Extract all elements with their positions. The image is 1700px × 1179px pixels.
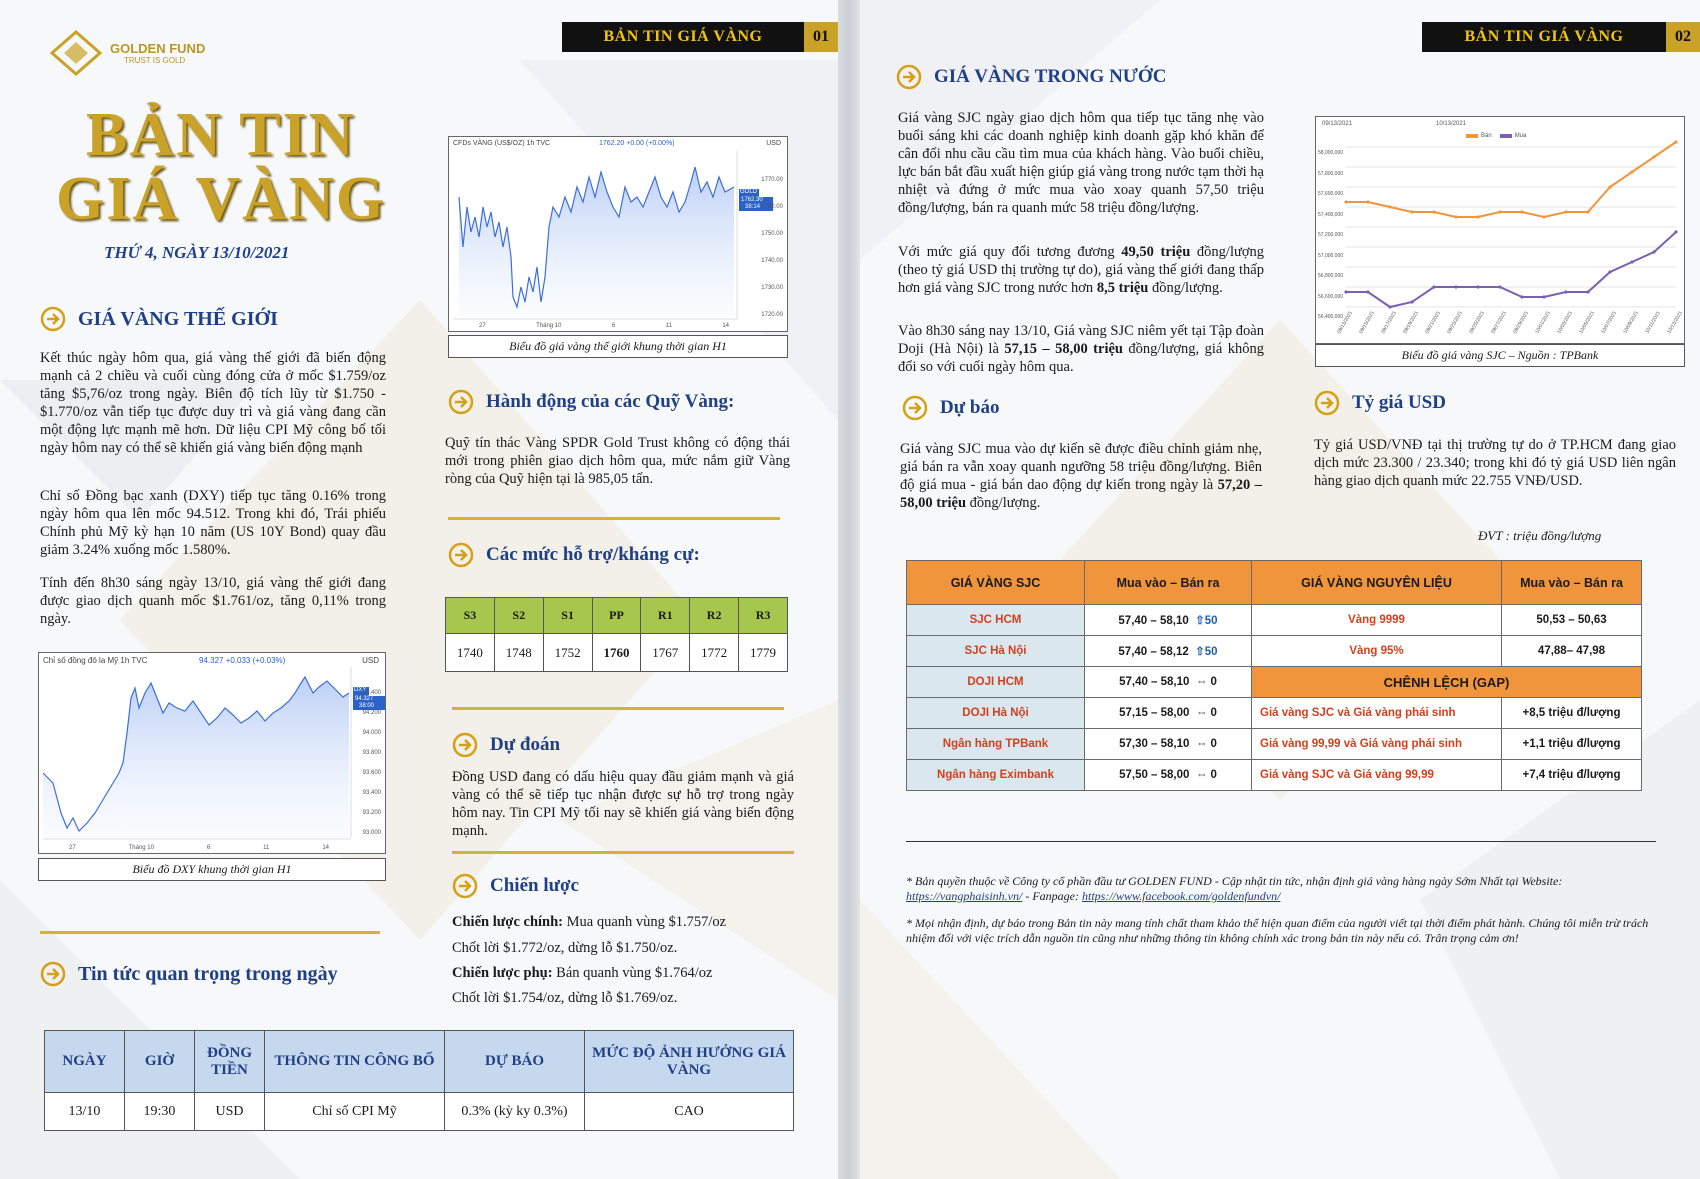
domestic-paragraph-3 (898, 322, 1264, 376)
x-tick-label: 09/15/2021 (1358, 310, 1376, 335)
level-value: 1772 (690, 634, 739, 672)
y-axis-ticks (761, 167, 783, 329)
price-change: 0 (1210, 707, 1217, 719)
axis-tick: Tháng 10 (128, 845, 154, 851)
strategy-sub-stop: Chốt lời $1.754/oz, dừng lỗ $1.769/oz. (452, 990, 678, 1006)
data-point (1366, 290, 1369, 293)
x-tick-label: 09/13/2021 (1336, 310, 1354, 335)
gap-value: +1,1 triệu đ/lượng (1502, 729, 1642, 760)
divider (448, 517, 780, 520)
axis-tick: 6 (611, 323, 616, 329)
axis-tick: 93.200 (362, 810, 381, 816)
level-label: R2 (690, 598, 739, 634)
axis-tick: 1770.00 (761, 177, 783, 183)
price-range: 57,40 – 58,10 (1119, 676, 1190, 688)
text-bold: 57,20 – 58,00 triệu (900, 477, 1262, 511)
x-axis-ticks (479, 323, 729, 329)
table-row (907, 760, 1642, 791)
section-title: Tỷ giá USD (1352, 392, 1446, 413)
level-value: 1779 (739, 634, 788, 672)
dxy-chart-caption: Biểu đồ DXY khung thời gian H1 (38, 858, 386, 881)
flat-arrow-icon: ⇔ (1195, 707, 1208, 719)
data-point (1674, 140, 1677, 143)
x-tick-label: 09/21/2021 (1424, 310, 1442, 335)
series-line-buy (1346, 232, 1676, 307)
axis-tick: 94.200 (362, 710, 381, 716)
text-run: đồng/lượng (theo tỷ giá USD thị trường tự do), giá vàng thế giới đang thấp hơn giá vàng SJC trong nước hơn (898, 244, 1264, 296)
data-point (1388, 305, 1391, 308)
table-header-row (907, 561, 1642, 605)
fanpage-link[interactable]: https://www.facebook.com/goldenfundvn/ (1081, 889, 1281, 903)
section-news (40, 961, 338, 987)
footer-copyright (906, 874, 1656, 904)
chart-currency: USD (362, 656, 379, 665)
page-header (1422, 22, 1700, 52)
level-label: S2 (494, 598, 543, 634)
data-point (1520, 210, 1523, 213)
axis-tick: 27 (69, 845, 76, 851)
data-point (1432, 210, 1435, 213)
data-point (1564, 290, 1567, 293)
arrow-circle-icon (1314, 390, 1340, 416)
raw-name: Vàng 9999 (1252, 605, 1502, 636)
cell-time: 19:30 (125, 1093, 195, 1131)
gap-value: +8,5 triệu đ/lượng (1502, 698, 1642, 729)
chart-quote: 94.327 +0.033 (+0.03%) (199, 656, 286, 665)
strategy-sub-text: Bán quanh vùng $1.764/oz (552, 965, 713, 981)
cell-impact: CAO (585, 1093, 794, 1131)
dealer-name: Ngân hàng TPBank (907, 729, 1085, 760)
price-change: 0 (1210, 676, 1217, 688)
level-value: 1748 (494, 634, 543, 672)
gap-title: CHÊNH LỆCH (GAP) (1252, 667, 1642, 698)
axis-tick: 93.600 (362, 770, 381, 776)
axis-tick: 1760.00 (761, 204, 783, 210)
price-range: 57,40 – 58,10 (1118, 615, 1189, 627)
x-tick-label: 10/11/2021 (1644, 310, 1662, 335)
raw-name: Vàng 95% (1252, 636, 1502, 667)
dealer-price (1085, 760, 1252, 791)
text-run: Giá vàng SJC mua vào dự kiến sẽ được điều chỉnh giảm nhẹ, giá bán ra vẫn xoay quanh ngưỡng 58 triệu đồng/lượng. Biên độ giá mua - giá bán dao động dự kiến trong ngày là (900, 441, 1262, 493)
strategy-main-label: Chiến lược chính: (452, 914, 563, 930)
data-point (1454, 285, 1457, 288)
section-world-gold (40, 306, 278, 332)
x-tick-label: 09/25/2021 (1468, 310, 1486, 335)
data-point (1476, 285, 1479, 288)
forecast-text: Đồng USD đang có dấu hiệu quay đầu giảm mạnh và giá vàng có thể sẽ tiếp tục nhận được sự hỗ trợ trong ngày hôm nay. Tin CPI Mỹ tối nay sẽ khiến giá vàng biến động mạnh. (452, 769, 794, 839)
data-point (1366, 200, 1369, 203)
price-range: 57,40 – 58,12 (1118, 646, 1189, 658)
page-header (562, 22, 838, 52)
text-run: đồng/lượng. (966, 495, 1041, 511)
chart-header: CFDs VÀNG (US$/OZ) 1h TVC (453, 140, 551, 147)
price-tag: DXY (354, 687, 367, 693)
col-info: THÔNG TIN CÔNG BỐ (265, 1031, 445, 1093)
price-range: 57,30 – 58,10 (1119, 738, 1190, 750)
flat-arrow-icon: ⇔ (1195, 676, 1208, 688)
section-predict (902, 395, 999, 421)
chart-header: Chỉ số đồng đô la Mỹ 1h TVC (43, 656, 148, 665)
col-impact: MỨC ĐỘ ẢNH HƯỞNG GIÁ VÀNG (585, 1031, 794, 1093)
masthead-line2: GIÁ VÀNG (56, 165, 387, 233)
flat-arrow-icon: ⇔ (1195, 769, 1208, 781)
arrow-circle-icon (452, 873, 478, 899)
dealer-name: DOJI HCM (907, 667, 1085, 698)
axis-tick: 56,600,000 (1318, 293, 1344, 300)
section-usd (1314, 390, 1446, 416)
price-tag-value: 94.327 (355, 696, 374, 702)
col-date: NGÀY (45, 1031, 125, 1093)
news-table (44, 1030, 794, 1131)
data-point (1410, 210, 1413, 213)
col-currency: ĐỒNG TIỀN (195, 1031, 265, 1093)
level-value: 1740 (446, 634, 495, 672)
price-change: 50 (1204, 615, 1218, 627)
domestic-paragraph-2 (898, 243, 1264, 297)
axis-tick: 1730.00 (761, 285, 783, 291)
section-forecast (452, 732, 560, 758)
funds-text: Quỹ tín thác Vàng SPDR Gold Trust không có động thái mới trong phiên giao dịch hôm qua, mức nắm giữ Vàng ròng của Quỹ hiện tại là 985,05 tấn. (445, 435, 790, 487)
price-tag-time: 38:14 (745, 204, 761, 210)
data-point (1564, 210, 1567, 213)
world-paragraph-3: Tính đến 8h30 sáng ngày 13/10, giá vàng thế giới đang được giao dịch quanh mốc $1.761/oz, tăng 0,11% trong ngày. (40, 575, 386, 627)
section-strategy (452, 873, 579, 899)
data-point (1652, 155, 1655, 158)
header-title: BẢN TIN GIÁ VÀNG (603, 28, 763, 45)
gap-name: Giá vàng SJC và Giá vàng phái sinh (1252, 698, 1502, 729)
x-tick-label: 09/29/2021 (1512, 310, 1530, 335)
col-raw-price: Mua vào – Bán ra (1502, 561, 1642, 605)
golden-fund-logo-icon (50, 30, 102, 76)
world-paragraph-2: Chỉ số Đồng bạc xanh (DXY) tiếp tục tăng 0.16% trong ngày hôm qua lên mốc 94.512. Trong khi đó, Trái phiếu Chính phủ Mỹ kỳ hạn 10 năm (US 10Y Bond) quay đầu giảm 3.24% xuống mốc 1.580%. (40, 488, 386, 558)
logo-name: GOLDEN FUND (110, 41, 206, 56)
axis-tick: 93.800 (362, 750, 381, 756)
section-title: GIÁ VÀNG THẾ GIỚI (78, 307, 278, 330)
level-value: 1752 (543, 634, 592, 672)
level-label: R1 (641, 598, 690, 634)
text-run: - Fanpage: (1022, 889, 1082, 903)
raw-price: 50,53 – 50,63 (1502, 605, 1642, 636)
x-tick-label: 09/17/2021 (1380, 310, 1398, 335)
gap-name: Giá vàng 99,99 và Giá vàng phái sinh (1252, 729, 1502, 760)
col-sjc: GIÁ VÀNG SJC (907, 561, 1085, 605)
usd-text: Tỷ giá USD/VNĐ tại thị trường tự do ở TP.HCM đang giao dịch mức 23.300 / 23.340; trong khi đó tỷ giá USD liên ngân hàng giao dịch quanh mức 22.755 VNĐ/USD. (1314, 437, 1676, 489)
section-title: Dự báo (940, 397, 1000, 418)
gold-price-table (906, 560, 1642, 791)
data-point (1674, 230, 1677, 233)
table-row (907, 605, 1642, 636)
dealer-name: SJC HCM (907, 605, 1085, 636)
data-point (1608, 270, 1611, 273)
dealer-price (1085, 636, 1252, 667)
dxy-chart (38, 652, 386, 854)
level-label: PP (592, 598, 641, 634)
masthead-line1: BẢN TIN (86, 101, 356, 169)
x-tick-label: 10/13/2021 (1666, 310, 1684, 335)
data-point (1388, 205, 1391, 208)
text-run: đồng/lượng, giá không đổi so với cuối ngày hôm qua. (898, 341, 1264, 375)
data-point (1630, 260, 1633, 263)
axis-tick: Tháng 10 (536, 323, 562, 329)
cell-forecast: 0.3% (kỳ ky 0.3%) (445, 1093, 585, 1131)
section-levels (448, 542, 700, 568)
legend-sell-label: Bán (1481, 133, 1492, 139)
price-change: 0 (1210, 769, 1217, 781)
x-tick-label: 10/07/2021 (1600, 310, 1618, 335)
data-point (1498, 285, 1501, 288)
section-funds (448, 389, 734, 415)
issue-date: THỨ 4, NGÀY 13/10/2021 (104, 243, 290, 262)
data-point (1586, 290, 1589, 293)
levels-value-row (446, 634, 788, 672)
data-point (1542, 215, 1545, 218)
section-title: GIÁ VÀNG TRONG NƯỚC (934, 66, 1167, 87)
col-forecast: DỰ BÁO (445, 1031, 585, 1093)
page-number: 01 (804, 22, 838, 52)
strategy-sub (452, 965, 712, 982)
level-value: 1767 (641, 634, 690, 672)
series-line-sell (1346, 142, 1676, 217)
axis-tick: 93.000 (362, 830, 381, 836)
x-axis-ticks (69, 845, 329, 851)
raw-price: 47,88– 47,98 (1502, 636, 1642, 667)
col-raw: GIÁ VÀNG NGUYÊN LIỆU (1252, 561, 1502, 605)
gap-value: +7,4 triệu đ/lượng (1502, 760, 1642, 791)
page-number: 02 (1666, 22, 1700, 52)
cell-date: 13/10 (45, 1093, 125, 1131)
dealer-price (1085, 729, 1252, 760)
arrow-circle-icon (40, 961, 66, 987)
axis-tick: 56,800,000 (1318, 273, 1344, 279)
predict-text (900, 440, 1262, 512)
x-tick-label: 09/19/2021 (1402, 310, 1420, 335)
x-tick-label: 10/05/2021 (1578, 310, 1596, 335)
axis-tick: 11 (263, 845, 270, 851)
table-header-row (45, 1031, 794, 1093)
logo-tagline: TRUST IS GOLD (124, 56, 186, 65)
x-tick-label: 09/23/2021 (1446, 310, 1464, 335)
axis-tick: 1720.00 (761, 312, 783, 318)
legend-buy-label: Mua (1514, 133, 1527, 139)
x-tick-label: 10/09/2021 (1622, 310, 1640, 335)
arrow-circle-icon (40, 306, 66, 332)
level-label: R3 (739, 598, 788, 634)
arrow-circle-icon (448, 542, 474, 568)
axis-tick: 57,600,000 (1318, 191, 1344, 197)
axis-tick: 27 (479, 323, 486, 329)
price-tag: GOLD (740, 189, 758, 195)
data-point (1608, 185, 1611, 188)
data-point (1520, 295, 1523, 298)
cell-currency: USD (195, 1093, 265, 1131)
data-point (1498, 210, 1501, 213)
strategy-main (452, 914, 726, 931)
domestic-paragraph-1: Giá vàng SJC ngày giao dịch hôm qua tiếp tục tăng nhẹ vào buổi sáng khi các doanh nghiệp kinh doanh gặp khó khăn để cân đối nhu cầu cầu tìm mua của khách hàng. Vào buổi chiều, lực bán bắt đầu xuất hiện giúp giá vàng trong nước tạm thời hạ nhiệt và đứng ở mức mua vào xoay quanh 57,50 triệu đồng/lượng, bán ra quanh mức 58 triệu đồng/lượng. (898, 110, 1264, 216)
footer-rule (906, 841, 1656, 842)
axis-tick: 14 (722, 323, 729, 329)
axis-tick: 57,800,000 (1318, 170, 1344, 177)
chart-date-from: 09/13/2021 (1322, 121, 1353, 127)
sjc-chart (1315, 116, 1685, 344)
text-run: Vào 8h30 sáng nay 13/10, Giá vàng SJC niêm yết tại Tập đoàn Doji (Hà Nội) là (898, 323, 1264, 357)
section-domestic (896, 64, 1166, 90)
axis-tick: 93.400 (362, 790, 381, 796)
gap-name: Giá vàng SJC và Giá vàng 99,99 (1252, 760, 1502, 791)
section-title: Chiến lược (490, 875, 579, 896)
divider (452, 851, 794, 854)
page-2 (860, 0, 1700, 1179)
table-row (907, 636, 1642, 667)
axis-tick: 57,200,000 (1318, 232, 1344, 238)
data-point (1630, 170, 1633, 173)
cell-info: Chỉ số CPI Mỹ (265, 1093, 445, 1131)
axis-tick: 1750.00 (761, 231, 783, 237)
text-bold: 57,15 – 58,00 triệu (1004, 341, 1123, 357)
website-link[interactable]: https://vangphaisinh.vn/ (906, 889, 1023, 903)
data-point (1344, 200, 1347, 203)
footer-disclaimer: * Mọi nhận định, dự báo trong Bản tin này mang tính chất tham khảo thể hiện quan điểm của người viết tại thời điểm phát hành. Chúng tôi miễn trừ trách nhiệm đối với việc trích dẫn nguồn tin cũng như những thông tin không chính xác trong bản tin này nếu có. Trân trọng cảm ơn! (906, 916, 1649, 945)
unit-note: ĐVT : triệu đồng/lượng (1478, 528, 1602, 543)
data-point (1586, 210, 1589, 213)
section-title: Hành động của các Quỹ Vàng: (486, 391, 735, 412)
section-title: Các mức hỗ trợ/kháng cự: (486, 544, 700, 565)
axis-tick: 14 (322, 845, 329, 851)
table-row (907, 667, 1642, 698)
gold-chart-caption: Biểu đồ giá vàng thế giới khung thời gian H1 (448, 335, 788, 358)
table-row (907, 729, 1642, 760)
level-value: 1760 (592, 634, 641, 672)
x-tick-label: 09/27/2021 (1490, 310, 1508, 335)
page-gutter (838, 0, 860, 1179)
x-tick-label: 10/01/2021 (1534, 310, 1552, 335)
dealer-name: Ngân hàng Eximbank (907, 760, 1085, 791)
price-tag-time: 38:00 (359, 703, 375, 709)
axis-tick: 57,000,000 (1318, 252, 1344, 259)
axis-tick: 6 (206, 845, 211, 851)
arrow-circle-icon (902, 395, 928, 421)
price-tag-value: 1762.30 (741, 197, 763, 203)
levels-table (445, 597, 788, 672)
text-run: Với mức giá quy đổi tương đương (898, 244, 1122, 260)
axis-tick: 94.000 (362, 730, 381, 736)
price-range: 57,15 – 58,00 (1119, 707, 1190, 719)
data-point (1542, 295, 1545, 298)
levels-header-row (446, 598, 788, 634)
data-point (1476, 215, 1479, 218)
chart-date-to: 10/13/2021 (1436, 121, 1467, 127)
sjc-chart-plot (1316, 117, 1686, 345)
axis-tick: 1740.00 (761, 258, 783, 264)
chart-quote: 1762.20 +0.00 (+0.00%) (599, 140, 675, 147)
level-label: S3 (446, 598, 495, 634)
chart-currency: USD (766, 140, 781, 147)
axis-tick: 57,400,000 (1318, 211, 1344, 218)
arrow-circle-icon (448, 389, 474, 415)
dealer-price (1085, 667, 1252, 698)
axis-tick: 58,000,000 (1318, 150, 1344, 156)
gold-chart (448, 136, 788, 332)
header-title: BẢN TIN GIÁ VÀNG (1464, 28, 1624, 45)
up-arrow-icon: ⇧ (1195, 646, 1205, 658)
table-row (907, 698, 1642, 729)
col-sjc-price: Mua vào – Bán ra (1085, 561, 1252, 605)
up-arrow-icon: ⇧ (1195, 615, 1205, 627)
section-title: Tin tức quan trọng trong ngày (78, 962, 338, 985)
level-label: S1 (543, 598, 592, 634)
price-change: 50 (1204, 646, 1218, 658)
divider (452, 707, 784, 710)
gold-chart-plot (449, 137, 789, 333)
text-bold: 49,50 triệu (1121, 244, 1191, 260)
strategy-sub-label: Chiến lược phụ: (452, 965, 553, 981)
world-paragraph-1: Kết thúc ngày hôm qua, giá vàng thế giới đã biến động mạnh cả 2 chiều và cuối cùng đóng cửa ở mốc $1.759/oz tăng $5,76/oz trong ngày. Biên độ tích lũy từ $1.750 - $1.770/oz vẫn tiếp tục được duy trì và giá vàng đang cần một động lực mạnh mẽ hơn. Dữ liệu CPI Mỹ công bố tối ngày hôm nay có thể sẽ khiến giá vàng biến động mạnh (40, 350, 386, 456)
data-point (1432, 285, 1435, 288)
data-point (1344, 290, 1347, 293)
page-1 (0, 0, 838, 1179)
divider (40, 931, 380, 934)
logo (50, 30, 205, 76)
data-point (1410, 300, 1413, 303)
dealer-price (1085, 605, 1252, 636)
x-tick-label: 10/03/2021 (1556, 310, 1574, 335)
dealer-name: DOJI Hà Nội (907, 698, 1085, 729)
text-bold: 8,5 triệu (1096, 280, 1149, 296)
y-axis-ticks (363, 683, 381, 843)
col-time: GIỜ (125, 1031, 195, 1093)
section-title: Dự đoán (490, 734, 561, 755)
text-run: đồng/lượng. (1148, 280, 1223, 296)
axis-tick: 56,400,000 (1318, 314, 1344, 320)
dealer-price (1085, 698, 1252, 729)
dxy-chart-plot (39, 653, 387, 855)
text-run: * Bản quyền thuộc về Công ty cổ phần đầu tư GOLDEN FUND - Cập nhật tin tức, nhận định giá vàng hàng ngày Sớm Nhất tại Website: (906, 874, 1563, 888)
arrow-circle-icon (452, 732, 478, 758)
dealer-name: SJC Hà Nội (907, 636, 1085, 667)
price-change: 0 (1210, 738, 1217, 750)
table-row (45, 1093, 794, 1131)
data-point (1652, 250, 1655, 253)
flat-arrow-icon: ⇔ (1195, 738, 1208, 750)
data-point (1454, 215, 1457, 218)
axis-tick: 94.400 (362, 690, 381, 696)
arrow-circle-icon (896, 64, 922, 90)
price-range: 57,50 – 58,00 (1119, 769, 1190, 781)
sjc-chart-caption: Biểu đồ giá vàng SJC – Nguồn : TPBank (1315, 344, 1685, 367)
strategy-main-stop: Chốt lời $1.772/oz, dừng lỗ $1.750/oz. (452, 940, 678, 956)
strategy-main-text: Mua quanh vùng $1.757/oz (563, 914, 727, 930)
axis-tick: 11 (665, 323, 672, 329)
